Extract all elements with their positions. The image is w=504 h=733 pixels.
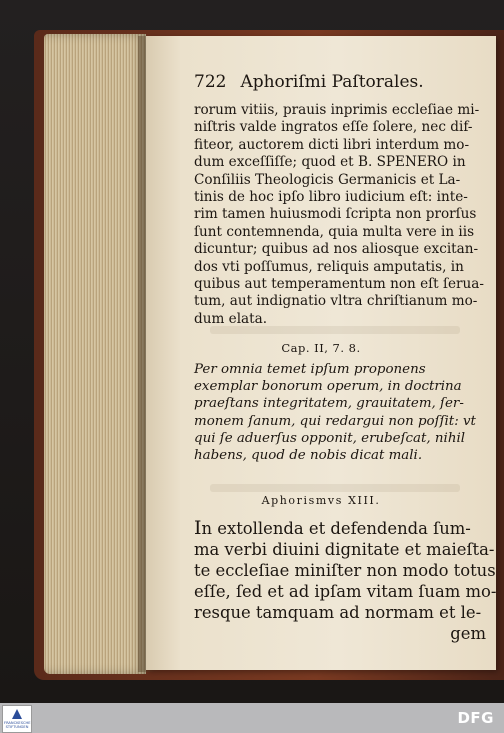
- scripture-quote: [194, 361, 486, 464]
- aphorism-text: [194, 517, 497, 644]
- text-line: rim tamen huiusmodi ſcripta non prorſus: [194, 206, 477, 223]
- aphorism-line: ma verbi diuini dignitate et maieſta-: [194, 540, 495, 559]
- text-line: tinis de hoc ipſo libro iudicium eſt: inte-: [194, 189, 468, 206]
- text-line: dos vti poſſumus, reliquis amputatis, in: [194, 258, 464, 275]
- viewer-footer-bar: [0, 703, 504, 733]
- aphorism-line: eſſe, ſed et ad ipſam vitam ſuam mo-: [194, 582, 497, 601]
- quote-line: monem ſanum, qui redargui non poſſit: vt: [194, 413, 476, 429]
- text-line: Conſiliis Theologicis Germanicis et La-: [194, 171, 461, 188]
- catchword: gem: [450, 624, 486, 643]
- logo-text: FRANCKESCHE STIFTUNGEN: [4, 721, 31, 729]
- institution-logo[interactable]: [2, 705, 32, 733]
- text-line: ſunt contemnenda, quia multa vere in iis: [194, 223, 475, 240]
- quote-line: Per omnia temet ipſum proponens: [194, 362, 426, 377]
- page-number: 722: [194, 72, 227, 92]
- aphorism-first-rest: n extollenda et defendenda ſum-: [201, 519, 471, 538]
- aphorism-line: resque tamquam ad normam et le-: [194, 603, 482, 622]
- text-line: dicuntur; quibus ad nos aliosque excitan-: [194, 241, 479, 258]
- text-line: tum, aut indignatio vltra chriſtianum mo-: [194, 293, 478, 310]
- quote-line: exemplar bonorum operum, in doctrina: [194, 379, 462, 395]
- running-title: Aphoriſmi Paſtorales.: [240, 72, 424, 92]
- text-line: quibus aut temperamentum non eſt ſerua-: [194, 276, 484, 293]
- quote-line: qui ſe aduerſus opponit, erubeſcat, nihil: [194, 430, 466, 446]
- running-head: [194, 72, 424, 92]
- text-line: rorum vitiis, prauis inprimis eccleſiae mi-: [194, 102, 480, 118]
- text-line: fiteor, auctorem dicti libri interdum mo-: [194, 136, 470, 153]
- show-through: [210, 484, 460, 492]
- text-line: dum elata.: [194, 310, 268, 327]
- text-line: niſtris valde ingratos eſſe ſolere, nec dif-: [194, 119, 473, 136]
- text-line: dum exceſſiſſe; quod et B. SPENERO in: [194, 154, 466, 171]
- aphorism-first-line: [194, 518, 486, 539]
- aphorism-line: te eccleſiae miniſter non modo totus: [194, 561, 496, 580]
- body-text: [194, 102, 484, 328]
- initial-letter: I: [194, 517, 202, 539]
- scripture-citation: Cap. II, 7. 8.: [281, 341, 361, 355]
- quote-line: habens, quod de nobis dicat mali.: [194, 448, 423, 464]
- book-page: [146, 36, 496, 670]
- logo-icon: [12, 709, 22, 719]
- aphorism-heading: Aphorismvs XIII.: [261, 494, 381, 507]
- quote-line: praeſtans integritatem, grauitatem, ſer-: [194, 396, 464, 412]
- page-edges: [44, 34, 146, 674]
- dfg-logo[interactable]: DFG: [457, 709, 494, 727]
